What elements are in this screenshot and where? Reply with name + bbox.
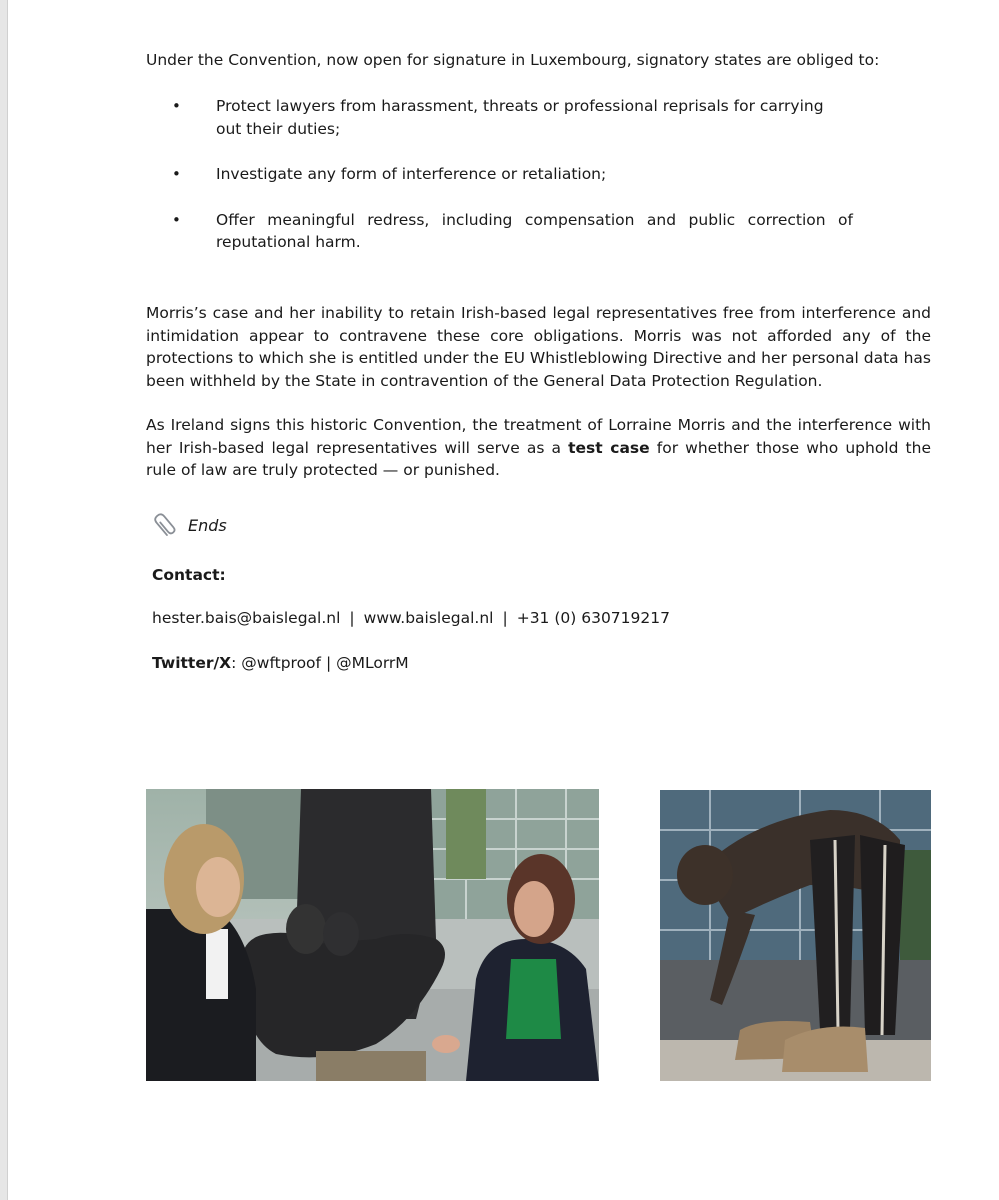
separator: |	[349, 609, 355, 627]
contact-phone: +31 (0) 630719217	[516, 609, 670, 627]
contact-email-link[interactable]: hester.bais@baislegal.nl	[152, 609, 341, 627]
photo-bronze-statue-boy	[660, 790, 931, 1081]
separator: |	[325, 654, 332, 672]
list-item	[146, 163, 853, 186]
contact-details	[152, 609, 670, 627]
paragraph-text: As Ireland signs this historic Convention, the treatment of Lorraine Morris and the interference with her Irish-based legal representatives will serve as a	[146, 416, 931, 457]
separator: |	[502, 609, 508, 627]
list-item	[146, 209, 853, 254]
twitter-label: Twitter/X	[152, 654, 232, 672]
ends-marker	[150, 510, 227, 540]
paragraph-test-case	[146, 414, 931, 482]
contact-heading: Contact:	[152, 566, 226, 584]
list-item-text: Protect lawyers from harassment, threats or professional reprisals for carrying out their duties;	[216, 97, 824, 138]
ends-label: Ends	[188, 515, 227, 535]
obligations-list	[146, 95, 931, 277]
list-item-text: Investigate any form of interference or retaliation;	[216, 165, 607, 183]
twitter-handle-mlorrm[interactable]: @MLorrM	[336, 654, 409, 672]
paragraph-morris-case: Morris’s case and her inability to retain Irish-based legal representatives free from interference and intimidation appear to contravene these core obligations. Morris was not afforded any of the protections to which she is entitled under the EU Whistleblowing Directive and her personal data has been withheld by the State in contravention of the General Data Protection Regulation.	[146, 304, 931, 390]
twitter-details	[152, 654, 409, 672]
list-item-text: Offer meaningful redress, including compensation and public correction of reputational harm.	[216, 210, 853, 251]
page-left-edge	[0, 0, 8, 1200]
bold-test-case: test case	[568, 438, 650, 457]
intro-paragraph: Under the Convention, now open for signature in Luxembourg, signatory states are obliged to:	[146, 51, 880, 69]
list-item	[146, 95, 853, 140]
bullet-dot: •	[172, 165, 181, 183]
contact-website-link[interactable]: www.baislegal.nl	[363, 609, 494, 627]
twitter-handle-wftproof[interactable]: @wftproof	[241, 654, 321, 672]
paperclip-icon	[150, 510, 180, 540]
paragraph-text: for whether those who uphold the rule of law are truly protected — or punished.	[146, 438, 931, 479]
photo-women-with-statue	[146, 789, 599, 1081]
twitter-colon: :	[231, 654, 237, 672]
bullet-dot: •	[172, 210, 181, 229]
bullet-dot: •	[172, 97, 181, 115]
